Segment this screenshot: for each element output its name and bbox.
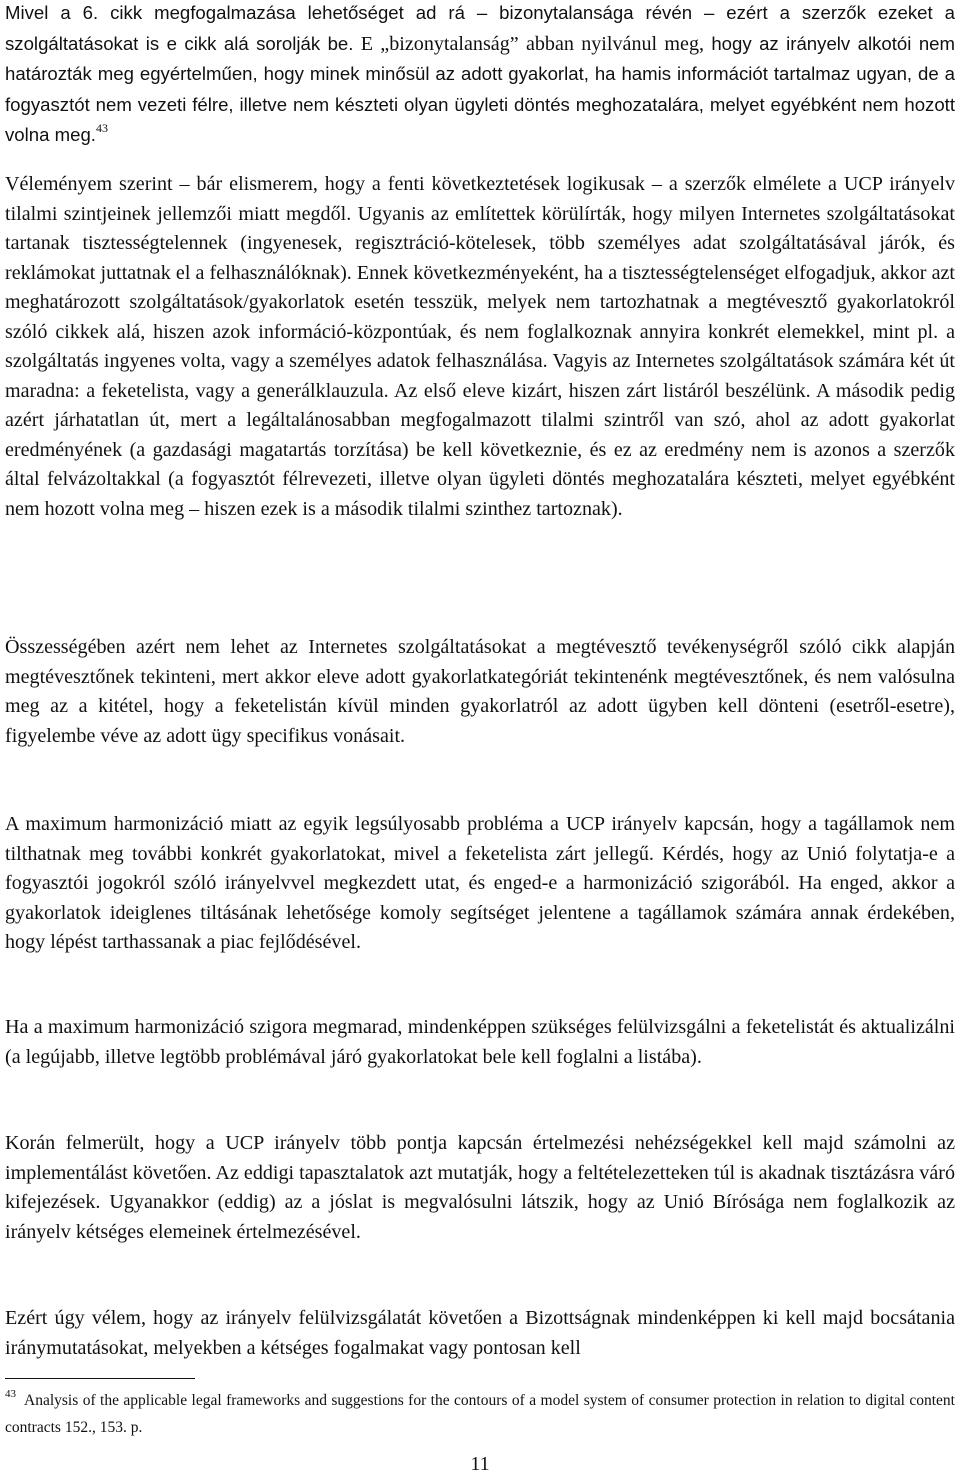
paragraph-7: Ezért úgy vélem, hogy az irányelv felülvizsgálatát követően a Bizottságnak mindenképpen ki kell majd bocsátania iránymutatásokat, melyekben a kétséges fogalmakat vagy pontosan kell <box>5 1307 955 1359</box>
paragraph-1-sans-part-a: Mivel a 6. cikk megfogalmazása lehetőséget ad rá – bizonytalansága révén – ezért a szerzők ezeket a szolgáltatásokat is e cikk alá sorolják be. <box>5 2 955 54</box>
footnote-separator <box>5 1378 195 1379</box>
paragraph-4: A maximum harmonizáció miatt az egyik legsúlyosabb probléma a UCP irányelv kapcsán, hogy a tagállamok nem tilthatnak meg további konkrét gyakorlatokat, mivel a feketelista zárt jellegű. Kérdés, hogy az Unió folytatja-e a fogyasztói jogokról szóló irányelvvel megkezdett utat, és enged-e a harmonizáció szigorából. Ha enged, akkor a gyakorlatok ideiglenes tiltásának lehetősége komoly segítséget jelentene a tagállamok számára annak érdekében, hogy lépést tarthassanak a piac fejlődésével. <box>5 813 955 953</box>
footnote-number: 43 <box>5 1388 16 1400</box>
paragraph-6: Korán felmerült, hogy a UCP irányelv több pontja kapcsán értelmezési nehézségekkel kell majd számolni az implementálást követően. Az eddigi tapasztalatok azt mutatják, hogy a feltételezetteken túl is akadnak tisztázásra váró kifejezések. Ugyanakkor (eddig) az a jóslat is megvalósulni látszik, hogy az Unió Bírósága nem foglalkozik az irányelv kétséges elemeinek értelmezésével. <box>5 1132 955 1243</box>
footnote <box>5 1387 955 1441</box>
paragraph-3: Összességében azért nem lehet az Internetes szolgáltatásokat a megtévesztő tevékenységről szóló cikk alapján megtévesztőnek tekinteni, mert akkor eleve adott gyakorlatkategóriát tekintenénk megtévesztőnek, és nem valósulna meg az a kitétel, hogy a feketelistán kívül minden gyakorlatról az adott ügyben kell dönteni (esetről-esetre), figyelembe véve az adott ügy specifikus vonásait. <box>5 636 955 747</box>
paragraph-1 <box>5 0 955 151</box>
paragraph-1-sans-part-b: hogy az irányelv alkotói nem határozták meg egyértelműen, hogy minek minősül az adott gyakorlat, ha hamis információt tartalmaz ugyan, de a fogyasztót nem vezeti félre, illetve nem készteti olyan ügyleti döntés meghozatalára, melyet egyébként nem hozott volna meg. <box>5 32 955 145</box>
paragraph-2: Véleményem szerint – bár elismerem, hogy a fenti következtetések logikusak – a szerzők elmélete a UCP irányelv tilalmi szintjeinek jellemzői miatt megdől. Ugyanis az említettek körülírták, hogy milyen Internetes szolgáltatásokat tartanak tisztességtelennek (ingyenesek, regisztráció-kötelesek, több személyes adat szolgáltatásával járók, és reklámokat juttatnak el a felhasználóknak). Ennek következményeként, ha a tisztességtelenséget elfogadjuk, akkor azt meghatározott szolgáltatások/gyakorlatok esetén tesszük, melyek nem tartozhatnak a megtévesztő gyakorlatokról szóló cikkek alá, hiszen azok információ-központúak, és nem foglalkoznak annyira konkrét elemekkel, mint pl. a szolgáltatás ingyenes volta, vagy a személyes adatok felhasználása. Vagyis az Internetes szolgáltatások számára két út maradna: a feketelista, vagy a generálklauzula. Az első eleve kizárt, hiszen zárt listáról beszélünk. A második pedig azért járhatatlan út, mert a legáltalánosabban megfogalmazott tilalmi szintről van szó, ahol az adott gyakorlat eredményének (a gazdasági magatartás torzítása) be kell következnie, és ez az eredmény nem is azonos a szerzők által felvázoltakkal (a fogyasztót félrevezeti, illetve olyan ügyleti döntés meghozatalára készteti, melyet egyébként nem hozott volna meg – hiszen ezek is a második tilalmi szinthez tartoznak). <box>5 173 955 520</box>
paragraph-5: Ha a maximum harmonizáció szigora megmarad, mindenképpen szükséges felülvizsgálni a feketelistát és aktualizálni (a legújabb, illetve legtöbb problémával járó gyakorlatokat bele kell foglalni a listába). <box>5 1016 955 1068</box>
document-page <box>5 0 955 1480</box>
footnote-reference[interactable]: 43 <box>95 121 108 135</box>
page-number: 11 <box>470 1453 490 1475</box>
footnote-text: Analysis of the applicable legal frameworks and suggestions for the contours of a model system of consumer protection in relation to digital content contracts 152., 153. p. <box>5 1392 955 1436</box>
paragraph-1-serif-part: E „bizonytalanság” abban nyilvánul meg, <box>353 32 712 55</box>
